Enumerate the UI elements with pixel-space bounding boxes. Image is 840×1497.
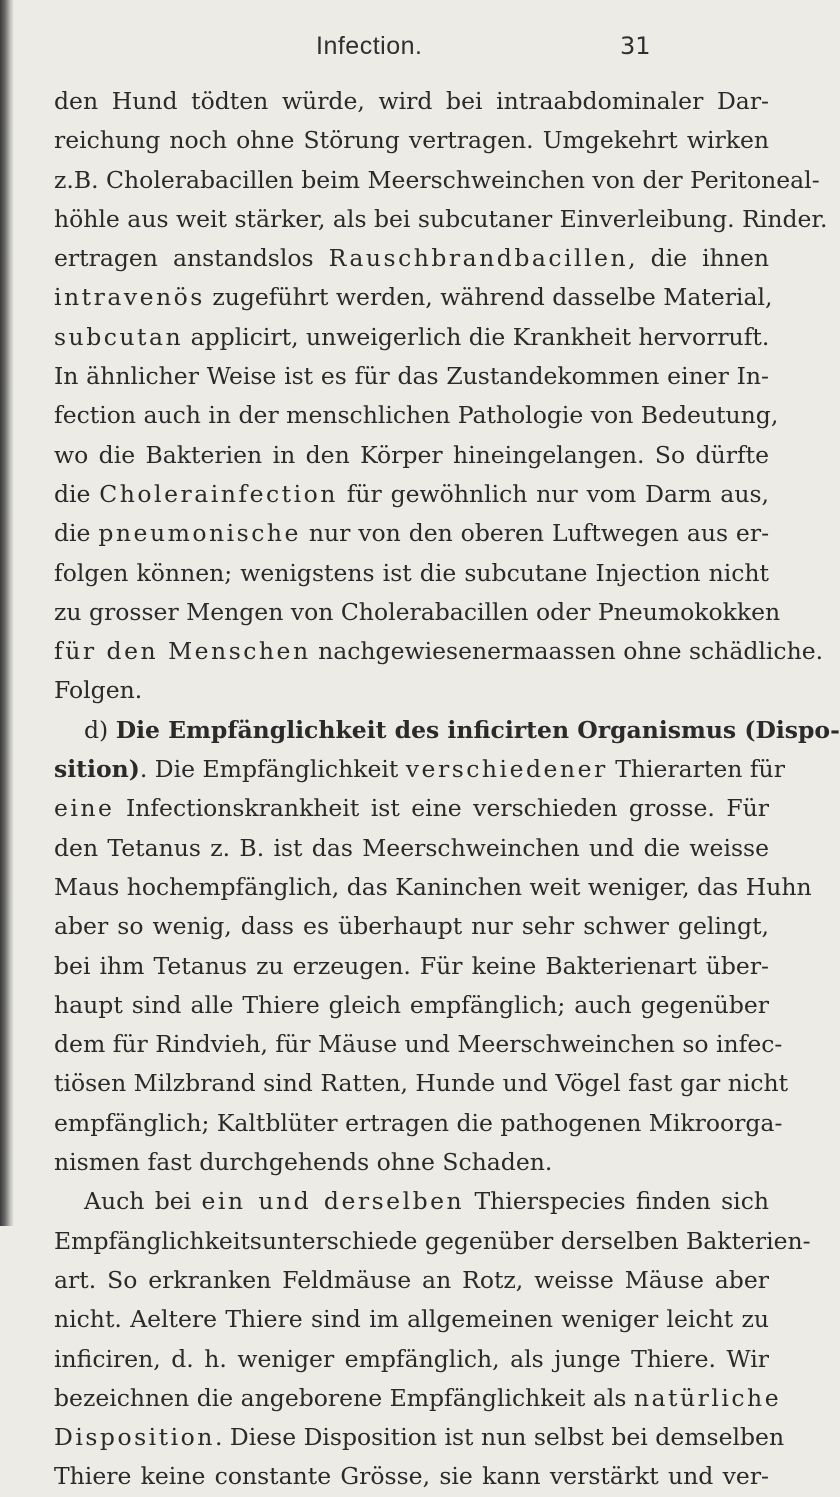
text-segment: dem für Rindvieh, für Mäuse und Meerschweinchen so infec-	[54, 1030, 783, 1059]
text-segment: nismen fast durchgehends ohne Schaden.	[54, 1148, 553, 1177]
text-segment: Thiere keine constante Grösse, sie kann verstärkt und ver-	[54, 1462, 769, 1491]
running-head-title: Infection.	[316, 32, 423, 60]
text-line	[54, 711, 840, 750]
text-line	[54, 514, 769, 553]
text-line	[54, 750, 785, 789]
spaced-emphasis-text: Rauschbrandbacillen	[328, 244, 629, 273]
text-segment: In ähnlicher Weise ist es für das Zustandekommen einer In-	[54, 362, 769, 391]
text-segment: für gewöhnlich nur vom Darm aus,	[337, 479, 769, 508]
text-line	[54, 82, 769, 121]
text-line	[54, 671, 769, 710]
text-segment: höhle aus weit stärker, als bei subcutaner Einverleibung. Rinder.	[54, 204, 828, 233]
text-line	[54, 1418, 785, 1457]
text-segment: . Die Empfänglichkeit	[139, 755, 406, 784]
text-segment: haupt sind alle Thiere gleich empfänglich; auch gegenüber	[54, 990, 769, 1019]
spaced-emphasis-text: eine	[54, 794, 115, 823]
text-line	[54, 1457, 769, 1496]
running-head	[0, 32, 801, 62]
text-line	[54, 1379, 782, 1418]
text-segment: reichung noch ohne Störung vertragen. Umgekehrt wirken	[54, 126, 769, 155]
text-segment: nachgewiesenermaassen ohne schädliche.	[310, 637, 824, 666]
text-segment: , die ihnen	[628, 244, 769, 273]
text-line	[54, 1261, 769, 1300]
text-line	[54, 1025, 783, 1064]
text-segment: d)	[84, 715, 116, 744]
text-line	[54, 1182, 769, 1221]
text-line	[54, 436, 769, 475]
text-segment: folgen können; wenigstens ist die subcutane Injection nicht	[54, 558, 769, 587]
spaced-emphasis-text: Disposition	[54, 1423, 215, 1452]
text-segment: Empfänglichkeitsunterschiede gegenüber derselben Bakterien-	[54, 1226, 811, 1255]
spaced-emphasis-text: Cholerainfection	[99, 479, 338, 508]
text-segment: nicht. Aeltere Thiere sind im allgemeinen weniger leicht zu	[54, 1305, 769, 1334]
spaced-emphasis-text: verschiedener	[405, 755, 608, 784]
text-segment: applicirt, unweigerlich die Krankheit hervorruft.	[183, 322, 770, 351]
text-line	[54, 357, 769, 396]
page-number: 31	[620, 32, 651, 60]
bold-text: sition)	[54, 755, 140, 784]
text-segment: Folgen.	[54, 676, 143, 705]
body-text	[54, 82, 840, 1497]
text-line	[54, 947, 769, 986]
text-line	[54, 907, 769, 946]
text-segment: nur von den oberen Luftwegen aus er-	[300, 519, 770, 548]
text-line	[54, 1222, 811, 1261]
text-line	[54, 1143, 769, 1182]
spaced-emphasis-text: subcutan	[54, 322, 184, 351]
text-segment: empfänglich; Kaltblüter ertragen die pathogenen Mikroorga-	[54, 1108, 783, 1137]
text-line	[54, 868, 812, 907]
text-line	[54, 632, 824, 671]
spaced-emphasis-text: für den Menschen	[54, 637, 311, 666]
text-segment: bezeichnen die angeborene Empfänglichkeit als	[54, 1383, 634, 1412]
spaced-emphasis-text: natürliche	[633, 1383, 782, 1412]
spaced-emphasis-text: pneumonische	[98, 519, 301, 548]
text-segment: den Hund tödten würde, wird bei intraabdominaler Dar-	[54, 87, 769, 115]
text-segment: Thierarten für	[607, 755, 785, 784]
text-line	[54, 1340, 769, 1379]
text-segment: art. So erkranken Feldmäuse an Rotz, weisse Mäuse aber	[54, 1265, 769, 1294]
text-segment: z.B. Cholerabacillen beim Meerschweinchen von der Peritoneal-	[54, 165, 820, 194]
text-line	[54, 789, 769, 828]
text-segment: fection auch in der menschlichen Pathologie von Bedeutung,	[54, 401, 779, 430]
text-segment: tiösen Milzbrand sind Ratten, Hunde und Vögel fast gar nicht	[54, 1069, 789, 1098]
bold-text: Die Empfänglichkeit des inficirten Organismus (Dispo-	[115, 715, 840, 744]
text-segment: . Diese Disposition ist nun selbst bei demselben	[214, 1423, 785, 1452]
text-line	[54, 554, 769, 593]
text-segment: zugeführt werden, während dasselbe Material,	[204, 283, 773, 312]
text-line	[54, 829, 769, 868]
text-line	[54, 1064, 789, 1103]
text-segment: die	[54, 479, 100, 508]
text-segment: Infectionskrankheit ist eine verschieden grosse. Für	[114, 794, 769, 823]
text-line	[54, 278, 773, 317]
text-segment: zu grosser Mengen von Cholerabacillen oder Pneumokokken	[54, 597, 781, 626]
text-segment: ertragen anstandslos	[54, 244, 329, 273]
text-line	[54, 986, 769, 1025]
text-line	[54, 1104, 783, 1143]
text-segment: Maus hochempfänglich, das Kaninchen weit weniger, das Huhn	[54, 872, 812, 901]
text-line	[54, 121, 769, 160]
text-segment: bei ihm Tetanus zu erzeugen. Für keine Bakterienart über-	[54, 951, 769, 980]
text-line	[54, 200, 828, 239]
text-line	[54, 396, 779, 435]
text-line	[54, 475, 769, 514]
text-line	[54, 1300, 769, 1339]
text-line	[54, 161, 820, 200]
text-segment: Thierspecies finden sich	[464, 1187, 769, 1216]
text-segment: inficiren, d. h. weniger empfänglich, als junge Thiere. Wir	[54, 1344, 769, 1373]
text-segment: Auch bei	[84, 1187, 202, 1216]
text-line	[54, 593, 781, 632]
text-segment: die	[54, 519, 99, 548]
text-line	[54, 239, 769, 278]
spaced-emphasis-text: ein und derselben	[201, 1187, 465, 1216]
text-line	[54, 318, 769, 357]
text-segment: aber so wenig, dass es überhaupt nur sehr schwer gelingt,	[54, 912, 769, 941]
text-segment: wo die Bakterien in den Körper hineingelangen. So dürfte	[54, 440, 769, 469]
spaced-emphasis-text: intravenös	[54, 283, 205, 312]
text-segment: den Tetanus z. B. ist das Meerschweinchen und die weisse	[54, 833, 769, 862]
